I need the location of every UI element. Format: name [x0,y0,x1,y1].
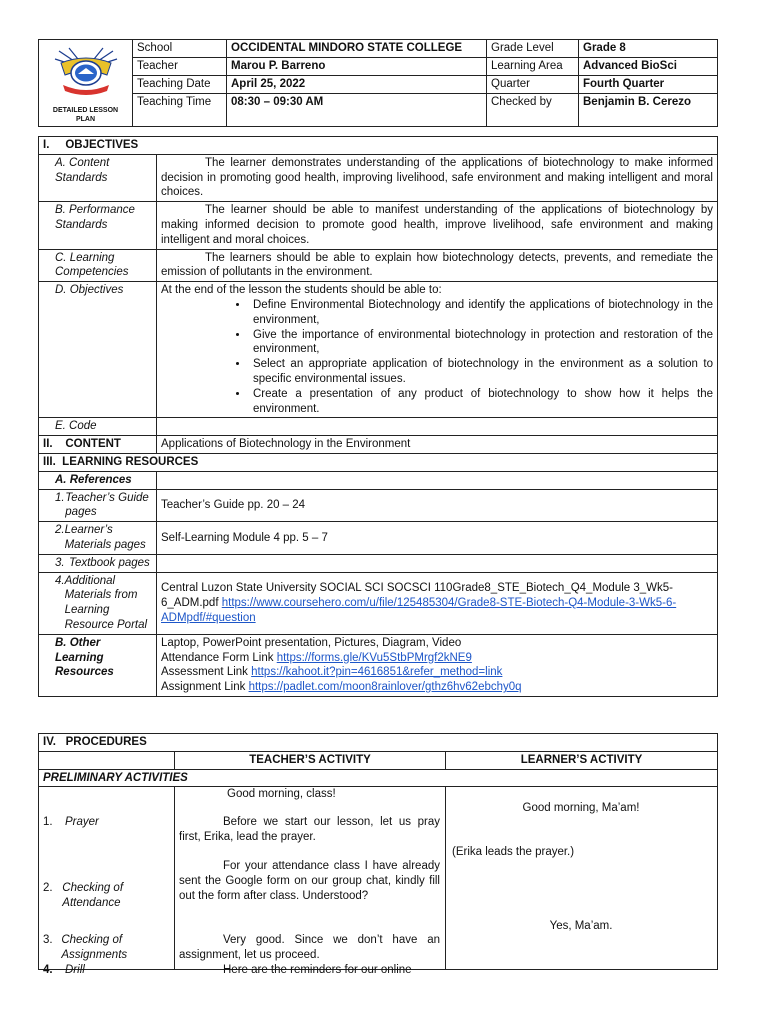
teacher-activity-header: TEACHER’S ACTIVITY [175,751,446,769]
objective-item: • Give the importance of environmental biotechnology in protection and restoration of the environment, [249,328,713,358]
resource-label-teacher-guide [39,489,157,522]
step-label: Checking of Assignments [61,934,128,962]
learner-activity-header: LEARNER’S ACTIVITY [446,751,718,769]
school-label: School [133,40,227,58]
assignment-label: Assignment Link [161,681,246,694]
preliminary-heading: PRELIMINARY ACTIVITIES [39,769,718,787]
other-resources-cell [157,634,718,696]
step-num: 1. [43,816,53,829]
area-label: Learning Area [487,58,579,76]
code-value [157,418,718,436]
step-num: 3. [43,934,53,947]
attendance-label: Attendance Form Link [161,651,274,664]
content-standards-text: The learner demonstrates understanding of the applications of biotechnology to make informed decision in promoting good health, improving livelihood, safe environment and making intelligent and moral choices. [157,154,718,201]
quarter-value: Fourth Quarter [579,76,718,94]
area-value: Advanced BioSci [579,58,718,76]
resources-heading: III. LEARNING RESOURCES [39,453,718,471]
content-standards-label: A. Content Standards [39,154,157,201]
objective-item: • Select an appropriate application of biotechnology in the environment as a solution to specific environmental issues. [249,357,713,387]
additional-text: Central Luzon State University SOCIAL SCI SOCSCI 110Grade8_STE_Biotech_Q4_Module 3_Wk5-6_ADM.pdf [161,581,673,609]
other-resources-line: Laptop, PowerPoint presentation, Pictures, Diagram, Video [161,636,462,649]
learning-competencies-label: C. Learning Competencies [39,249,157,282]
performance-standards-label: B. Performance Standards [39,202,157,249]
performance-standards-text: The learner should be able to manifest understanding of the applications of biotechnology by making informed decision to promote good health, improve livelihood, safe environment and making intelligent and moral choices. [157,202,718,249]
school-seal-icon [51,47,121,101]
learner-activity-cell [446,787,718,970]
resource-num: 4. [55,574,65,587]
header-table [38,39,718,127]
resource-num: 1. [55,491,65,504]
learner-greet: Good morning, Ma’am! [522,802,640,815]
teacher-value: Marou P. Barreno [227,58,487,76]
resource-label-text: Learner’s Materials pages [64,524,146,551]
resource-value-textbook [157,554,718,572]
learner-prayer: (Erika leads the prayer.) [452,846,575,859]
learning-competencies-text: The learners should be able to explain how biotechnology detects, prevents, and remediate the emission of pollutants in the environment. [157,249,718,282]
assessment-label: Assessment Link [161,666,248,679]
references-empty [157,471,718,489]
quarter-label: Quarter [487,76,579,94]
step-num: 2. [43,882,53,895]
time-label: Teaching Time [133,94,227,127]
objective-item: • Define Environmental Biotechnology and identify the applications of biotechnology in the environment, [249,298,713,328]
checked-label: Checked by [487,94,579,127]
resource-label-additional [39,572,157,634]
resource-label-text: Teacher’s Guide pages [65,491,149,519]
resource-label-text: Additional Materials from Learning Resource Portal [64,574,148,631]
teacher-label: Teacher [133,58,227,76]
grade-label: Grade Level [487,40,579,58]
teacher-drill: Here are the reminders for our online [223,964,412,977]
procedures-heading: IV. PROCEDURES [39,734,718,752]
procedures-table [38,733,718,977]
content-text: Applications of Biotechnology in the Environment [157,436,718,454]
teacher-activity-cell [175,787,446,977]
objectives-list [161,298,713,416]
resource-value-additional [157,572,718,634]
teacher-assignment: Very good. Since we don’t have an assignment, let us proceed. [179,934,440,962]
resource-num: 2. [55,524,65,537]
step-attendance [43,881,169,911]
teacher-greet: Good morning, class! [227,788,336,801]
procedure-steps [39,787,175,977]
logo-cell [39,40,133,127]
assignment-link[interactable]: https://padlet.com/moon8rainlover/gthz6hv62ebchy0q [248,681,522,694]
date-value: April 25, 2022 [227,76,487,94]
references-label: A. References [39,471,157,489]
step-drill [43,963,169,978]
learner-understood: Yes, Ma’am. [549,920,613,933]
other-resources-label: B. Other Learning Resources [39,634,157,696]
resource-value-teacher-guide: Teacher’s Guide pp. 20 – 24 [157,489,718,522]
teacher-attendance: For your attendance class I have already sent the Google form on our group chat, kindly fill out the form after class. Understood? [179,860,440,902]
step-prayer [43,815,169,830]
plan-label-line1: DETAILED LESSON [52,107,119,114]
school-value: OCCIDENTAL MINDORO STATE COLLEGE [227,40,487,58]
time-value: 08:30 – 09:30 AM [227,94,487,127]
resource-value-learner-materials: Self-Learning Module 4 pp. 5 – 7 [157,522,718,555]
objectives-intro: At the end of the lesson the students should be able to: [161,284,442,297]
attendance-link[interactable]: https://forms.gle/KVu5StbPMrgf2kNE9 [276,651,472,664]
grade-value: Grade 8 [579,40,718,58]
coursehero-link[interactable]: https://www.coursehero.com/u/file/125485304/Grade8-STE-Biotech-Q4-Module-3-Wk5-6-ADMpdf/#question [161,596,677,624]
procedures-blank [39,751,175,769]
resource-num: 3. [55,556,65,569]
step-label: Drill [65,964,85,977]
assessment-link[interactable]: https://kahoot.it?pin=4616851&refer_method=link [251,666,503,679]
objectives-label: D. Objectives [39,282,157,418]
step-label: Prayer [65,816,99,829]
resource-label-text: Textbook pages [69,556,150,569]
step-label: Checking of Attendance [62,882,124,910]
teacher-prayer: Before we start our lesson, let us pray first, Erika, lead the prayer. [179,816,440,844]
objective-item: • Create a presentation of any product of biotechnology to show how it helps the environment. [249,387,713,417]
resource-label-textbook [39,554,157,572]
date-label: Teaching Date [133,76,227,94]
objectives-heading: I. OBJECTIVES [39,137,718,155]
content-heading: II. CONTENT [39,436,157,454]
main-table [38,136,718,697]
step-num: 4. [43,964,53,977]
objectives-cell [157,282,718,418]
plan-label-line2: PLAN [75,116,96,123]
code-label: E. Code [39,418,157,436]
resource-label-learner-materials [39,522,157,555]
checked-value: Benjamin B. Cerezo [579,94,718,127]
step-assignments [43,933,169,963]
